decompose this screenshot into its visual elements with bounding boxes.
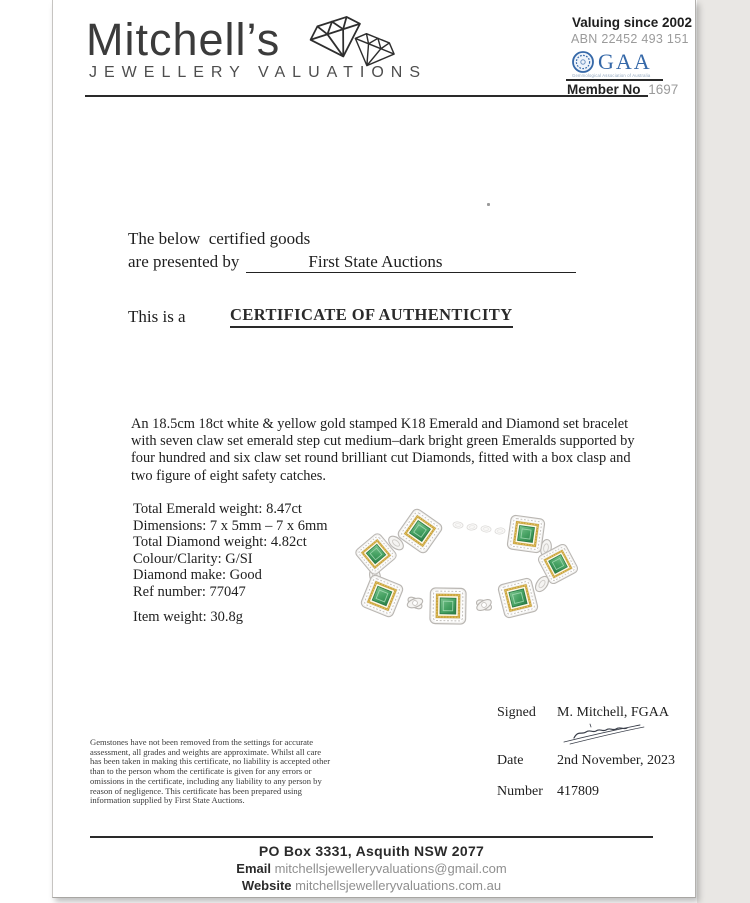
detail-dimensions: Dimensions: 7 x 5mm – 7 x 6mm <box>133 517 328 534</box>
presented-by-row <box>128 252 576 273</box>
signed-label: Signed <box>497 705 536 720</box>
signature <box>556 720 648 748</box>
brand-tagline: JEWELLERY VALUATIONS <box>89 64 427 81</box>
footer <box>90 843 653 893</box>
certificate-title: CERTIFICATE OF AUTHENTICITY <box>230 305 513 328</box>
member-number: 1697 <box>648 82 679 97</box>
abn-number: ABN 22452 493 151 <box>571 32 689 46</box>
header-rule <box>85 95 648 97</box>
member-number-row <box>567 82 678 97</box>
item-details-list <box>133 501 328 601</box>
footer-address: PO Box 3331, Asquith NSW 2077 <box>258 843 485 859</box>
detail-ref-number: Ref number: 77047 <box>133 583 246 600</box>
number-label: Number <box>497 784 543 799</box>
gaa-acronym: GAA <box>598 49 652 74</box>
certificate-intro: This is a <box>128 307 186 326</box>
presented-by-label: are presented by <box>128 252 240 271</box>
gaa-logo <box>571 49 652 75</box>
signed-value: M. Mitchell, FGAA <box>557 705 669 720</box>
member-label: Member No <box>567 82 641 97</box>
item-description: An 18.5cm 18ct white & yellow gold stamped K18 Emerald and Diamond set bracelet with seven claw set emerald step cut medium–dark bright green Emeralds supported by four hundred and six claw set round brilliant cut Diamonds, fitted with a box clasp and two figure of eight safety catches. <box>131 416 635 484</box>
footer-website-row <box>90 878 653 893</box>
detail-colour-clarity: Colour/Clarity: G/SI <box>133 550 253 567</box>
detail-emerald-weight: Total Emerald weight: 8.47ct <box>133 501 302 517</box>
website-label: Website <box>241 878 292 893</box>
scan-artifact <box>487 203 490 206</box>
detail-diamond-weight: Total Diamond weight: 4.82ct <box>133 534 307 551</box>
date-label: Date <box>497 753 524 768</box>
presented-goods-line: The below certified goods <box>128 229 311 248</box>
presenter-name: First State Auctions <box>246 252 576 273</box>
date-value: 2nd November, 2023 <box>557 753 676 768</box>
detail-diamond-make: Diamond make: Good <box>133 567 262 584</box>
gaa-emblem-icon <box>571 50 595 74</box>
number-value: 417809 <box>557 784 599 799</box>
item-weight: Item weight: 30.8g <box>133 609 243 625</box>
email-value: mitchellsjewelleryvaluations@gmail.com <box>274 861 507 876</box>
footer-rule <box>90 836 653 838</box>
scan-background <box>697 0 750 903</box>
footer-email-row <box>90 861 653 876</box>
email-label: Email <box>236 861 271 876</box>
brand-name: Mitchell’s <box>86 14 281 65</box>
gaa-subtext: Gemmological Association of Australia <box>572 73 651 78</box>
bracelet-photo <box>338 486 592 654</box>
member-separator <box>566 79 663 81</box>
website-value: mitchellsjewelleryvaluations.com.au <box>295 878 502 893</box>
valuing-since: Valuing since 2002 <box>572 15 693 30</box>
disclaimer-text: Gemstones have not been removed from the settings for accurate assessment, all grades and weights are approximate. Whilst all care has been taken in making this certificate, no liability is accepted other than to the person whom the certificate is given for any errors or omissions in the certificate, including any liability to any person by reason of negligence. This certificate has been prepared using information supplied by First State Auctions. <box>90 737 331 806</box>
